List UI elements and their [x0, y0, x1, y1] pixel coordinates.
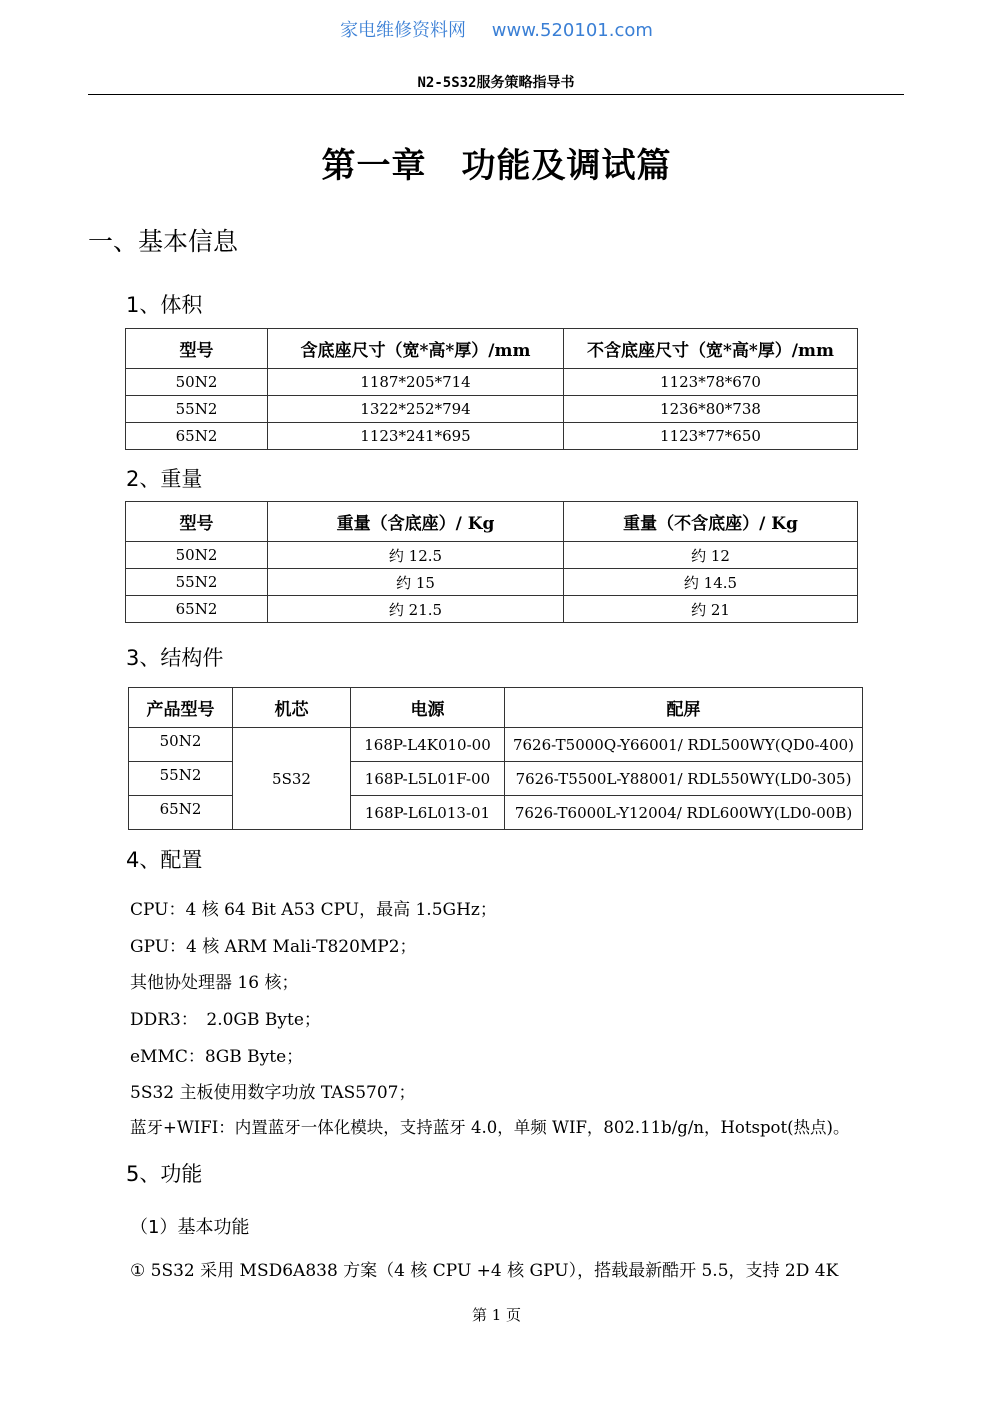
table-row — [126, 569, 858, 596]
config-line: eMMC：8GB Byte； — [130, 1047, 304, 1067]
cell: 50N2 — [126, 542, 268, 569]
section-basic-info: 一、基本信息 — [88, 227, 239, 256]
cell: 约 12 — [564, 542, 858, 569]
cell: 1123*78*670 — [564, 369, 858, 396]
config-line: 蓝牙+WIFI：内置蓝牙一体化模块，支持蓝牙 4.0，单频 WIF，802.11b/g/n，Hotspot(热点)。 — [130, 1118, 850, 1137]
cell: 50N2 — [126, 369, 268, 396]
table-row — [126, 396, 858, 423]
heading-weight: 2、重量 — [126, 467, 203, 491]
cell: 7626-T5500L-Y88001/ RDL550WY(LD0-305) — [505, 762, 863, 796]
column-header: 配屏 — [505, 688, 863, 728]
page-number: 第 1 页 — [471, 1306, 522, 1324]
config-line: 5S32 主板使用数字功放 TAS5707； — [130, 1083, 416, 1103]
column-header: 产品型号 — [129, 688, 233, 728]
table-header-row — [129, 688, 863, 728]
cell: 65N2 — [129, 796, 233, 830]
heading-volume: 1、体积 — [126, 293, 203, 317]
cell: 7626-T5000Q-Y66001/ RDL500WY(QD0-400) — [505, 728, 863, 762]
cell: 1187*205*714 — [268, 369, 564, 396]
column-header: 含底座尺寸（宽*高*厚）/mm — [268, 329, 564, 369]
cell: 65N2 — [126, 596, 268, 623]
watermark — [0, 16, 993, 42]
heading-basic-function: （1）基本功能 — [130, 1217, 250, 1238]
column-header: 机芯 — [233, 688, 351, 728]
watermark-site-name: 家电维修资料网 — [340, 20, 467, 41]
column-header: 不含底座尺寸（宽*高*厚）/mm — [564, 329, 858, 369]
cell-chassis: 5S32 — [233, 728, 351, 830]
table-row — [126, 369, 858, 396]
cell: 约 21 — [564, 596, 858, 623]
column-header: 型号 — [126, 329, 268, 369]
header-divider — [88, 94, 904, 95]
table-header-row — [126, 502, 858, 542]
cell: 65N2 — [126, 423, 268, 450]
cell: 168P-L4K010-00 — [351, 728, 505, 762]
config-line: GPU：4 核 ARM Mali-T820MP2； — [130, 937, 417, 957]
config-line: DDR3： 2.0GB Byte； — [130, 1010, 321, 1030]
table-row — [129, 728, 863, 762]
cell: 55N2 — [126, 396, 268, 423]
cell: 约 21.5 — [268, 596, 564, 623]
document-header: N2-5S32服务策略指导书 — [417, 75, 575, 91]
cell: 55N2 — [126, 569, 268, 596]
cell: 1322*252*794 — [268, 396, 564, 423]
table-row — [126, 596, 858, 623]
cell: 50N2 — [129, 728, 233, 762]
config-line: CPU：4 核 64 Bit A53 CPU，最高 1.5GHz； — [130, 900, 497, 920]
config-line: 其他协处理器 16 核； — [130, 973, 299, 993]
table-row — [126, 542, 858, 569]
weight-table — [125, 501, 858, 623]
volume-table — [125, 328, 858, 450]
function-item: ① 5S32 采用 MSD6A838 方案（4 核 CPU +4 核 GPU），搭载最新酷开 5.5，支持 2D 4K — [130, 1261, 839, 1281]
cell: 55N2 — [129, 762, 233, 796]
heading-function: 5、功能 — [126, 1162, 203, 1186]
cell: 约 15 — [268, 569, 564, 596]
structure-table — [128, 687, 863, 830]
watermark-url: www.520101.com — [491, 20, 653, 41]
cell: 1236*80*738 — [564, 396, 858, 423]
column-header: 型号 — [126, 502, 268, 542]
heading-config: 4、配置 — [126, 848, 203, 872]
cell: 约 12.5 — [268, 542, 564, 569]
table-header-row — [126, 329, 858, 369]
column-header: 重量（含底座）/ Kg — [268, 502, 564, 542]
chapter-title: 第一章 功能及调试篇 — [321, 146, 672, 186]
cell: 168P-L6L013-01 — [351, 796, 505, 830]
cell: 168P-L5L01F-00 — [351, 762, 505, 796]
table-row — [126, 423, 858, 450]
cell: 约 14.5 — [564, 569, 858, 596]
cell: 1123*241*695 — [268, 423, 564, 450]
heading-structure: 3、结构件 — [126, 646, 224, 670]
column-header: 重量（不含底座）/ Kg — [564, 502, 858, 542]
column-header: 电源 — [351, 688, 505, 728]
cell: 1123*77*650 — [564, 423, 858, 450]
cell: 7626-T6000L-Y12004/ RDL600WY(LD0-00B) — [505, 796, 863, 830]
